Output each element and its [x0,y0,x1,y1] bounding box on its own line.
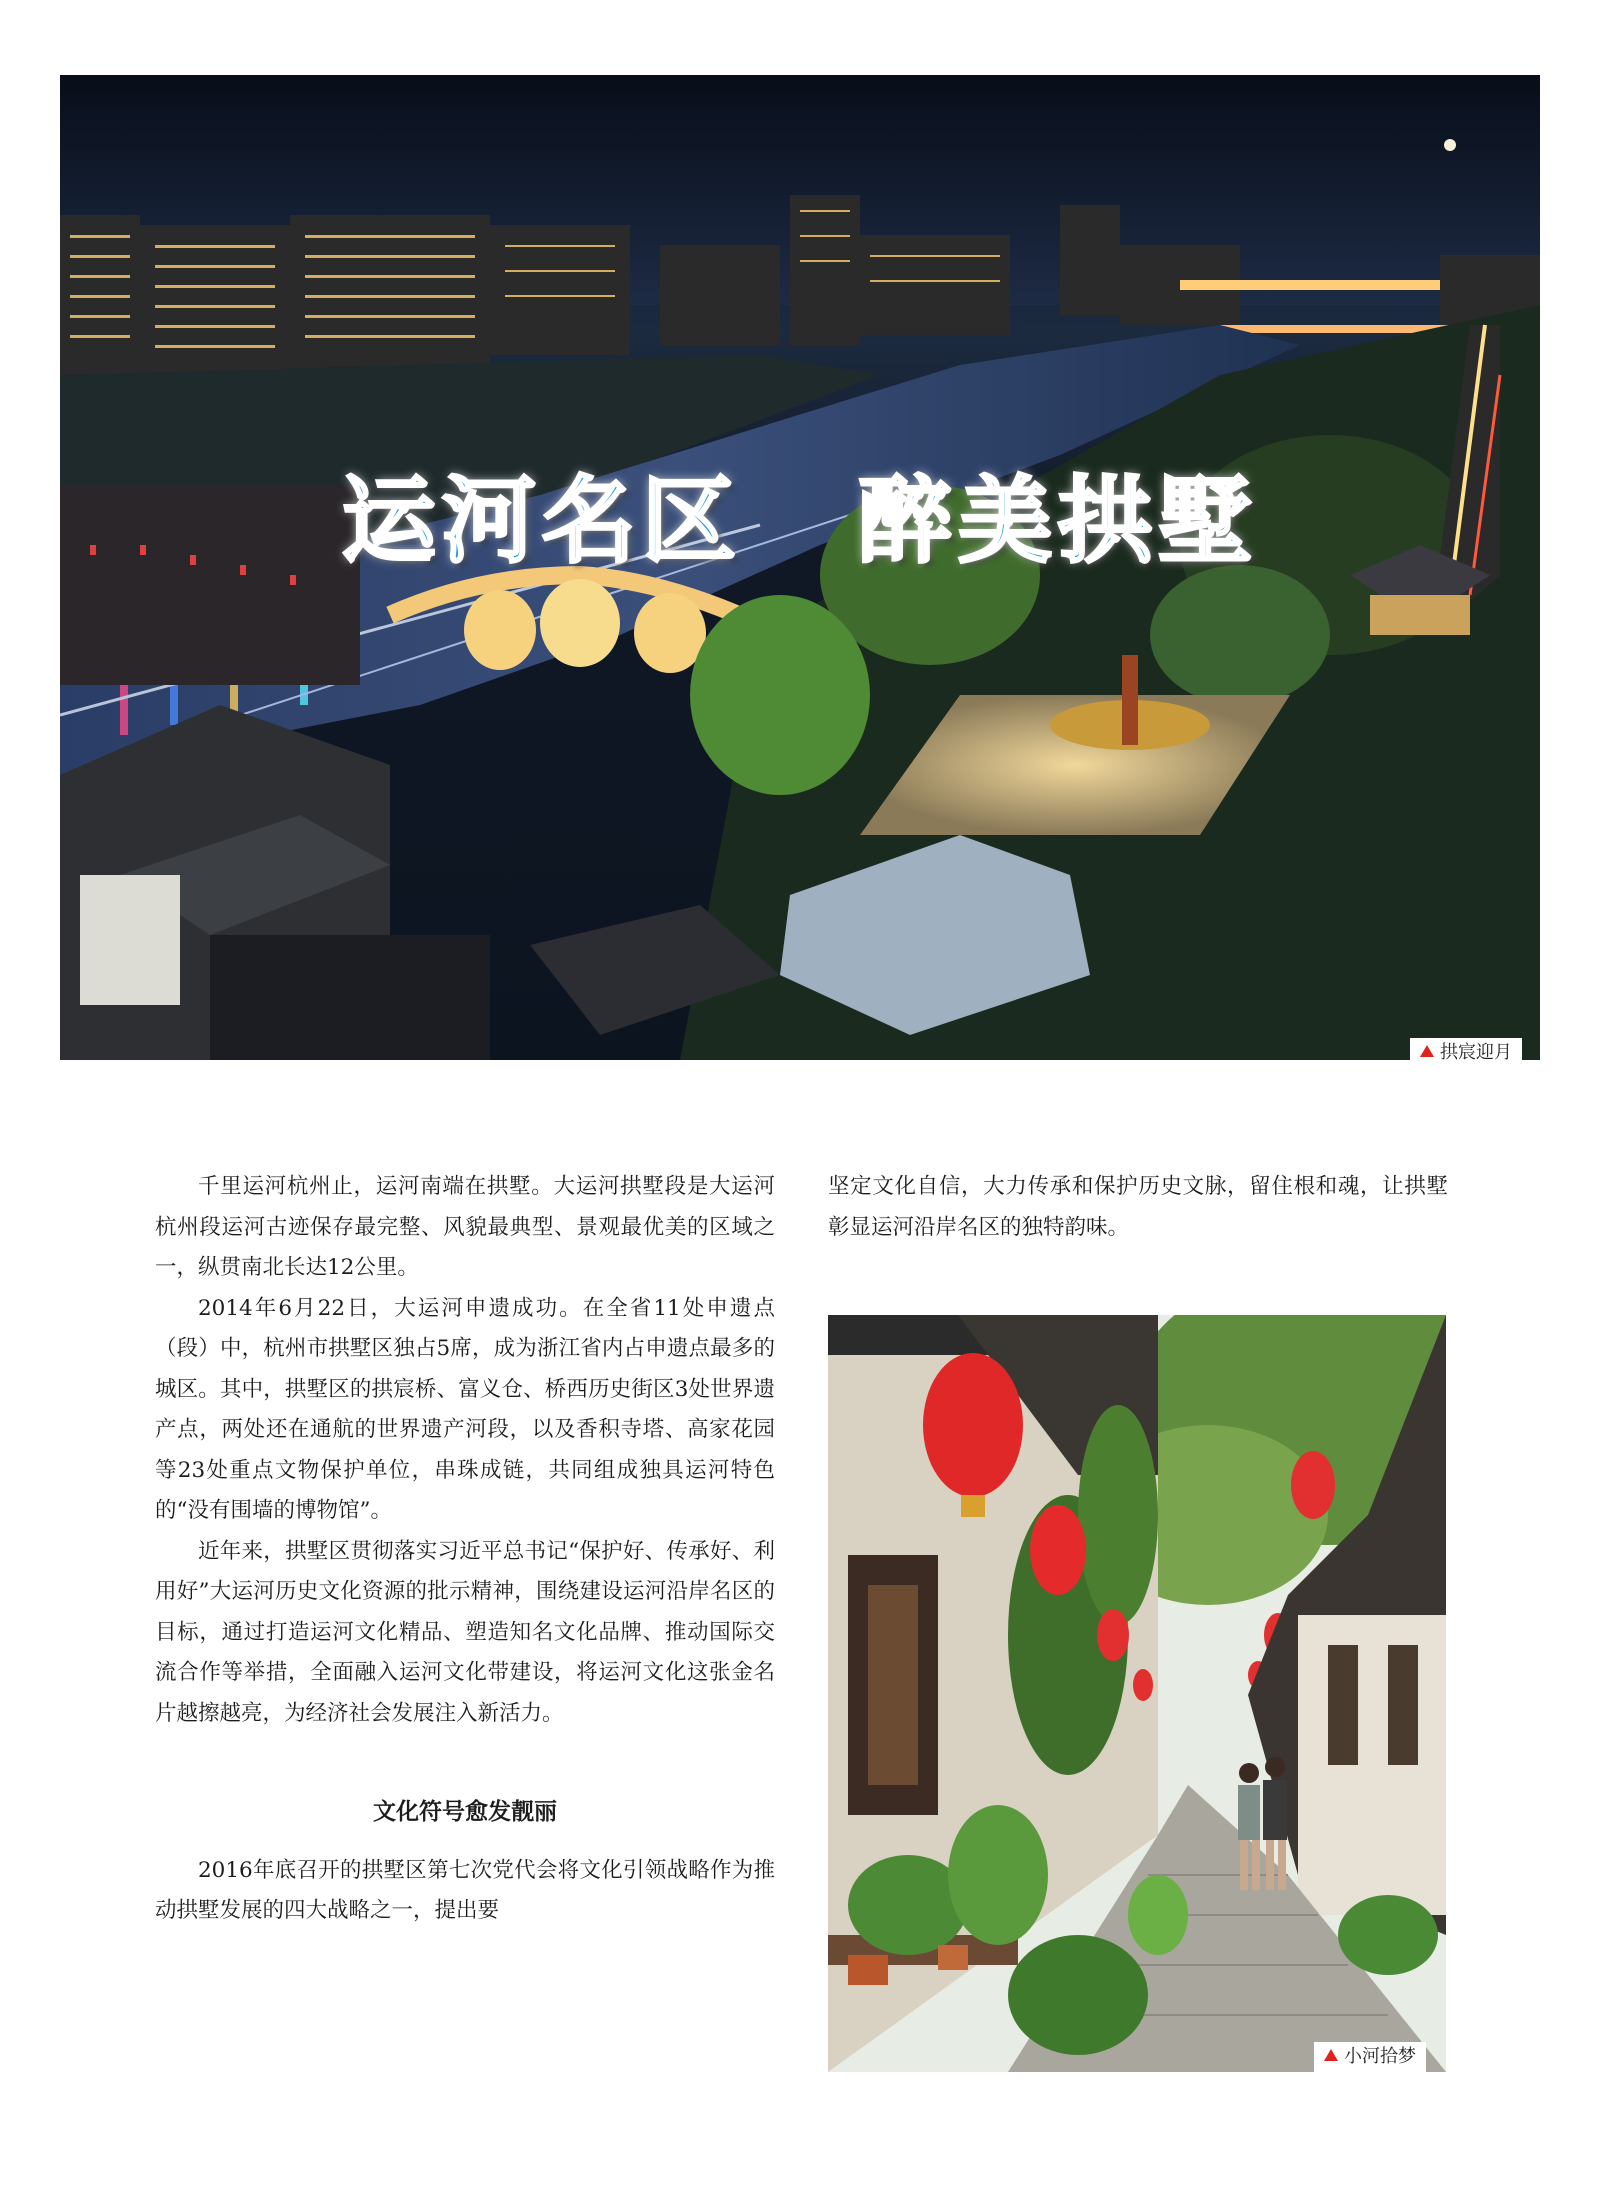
article-paragraph: 2016年底召开的拱墅区第七次党代会将文化引领战略作为推动拱墅发展的四大战略之一，提出要 [155,1857,775,1923]
section-heading: 文化符号愈发靓丽 [373,1799,557,1825]
article-left-column [155,1167,775,1932]
hero-photo-caption [1410,1038,1522,1068]
article-paragraph: 千里运河杭州止，运河南端在拱墅。大运河拱墅段是大运河杭州段运河古迹保存最完整、风貌最典型、景观最优美的区域之一，纵贯南北长达12公里。 [155,1174,775,1280]
lane-photo [828,1315,1446,2072]
article-right-column [828,1167,1448,1248]
hero-title: 运河名区 醉美拱墅 [341,467,1259,576]
article-continuation: 坚定文化自信，大力传承和保护历史文脉，留住根和魂，让拱墅彰显运河沿岸名区的独特韵味。 [828,1174,1448,1240]
lantern-alley-scene [828,1315,1446,2072]
hero-photo [60,75,1540,1060]
lane-caption-text: 小河拾梦 [1344,2046,1416,2067]
hero-caption-text: 拱宸迎月 [1440,1042,1512,1063]
article-paragraph: 近年来，拱墅区贯彻落实习近平总书记“保护好、传承好、利用好”大运河历史文化资源的批示精神，围绕建设运河沿岸名区的目标，通过打造运河文化精品、塑造知名文化品牌、推动国际交流合作等举措，全面融入运河文化带建设，将运河文化这张金名片越擦越亮，为经济社会发展注入新活力。 [155,1538,775,1726]
caption-triangle-icon [1420,1045,1434,1057]
caption-triangle-icon [1324,2049,1338,2061]
lane-photo-caption [1314,2042,1426,2072]
article-paragraph: 2014年6月22日，大运河申遗成功。在全省11处申遗点（段）中，杭州市拱墅区独占5席，成为浙江省内占申遗点最多的城区。其中，拱墅区的拱宸桥、富义仓、桥西历史街区3处世界遗产点，两处还在通航的世界遗产河段，以及香积寺塔、高家花园等23处重点文物保护单位，串珠成链，共同组成独具运河特色的“没有围墙的博物馆”。 [155,1295,775,1523]
